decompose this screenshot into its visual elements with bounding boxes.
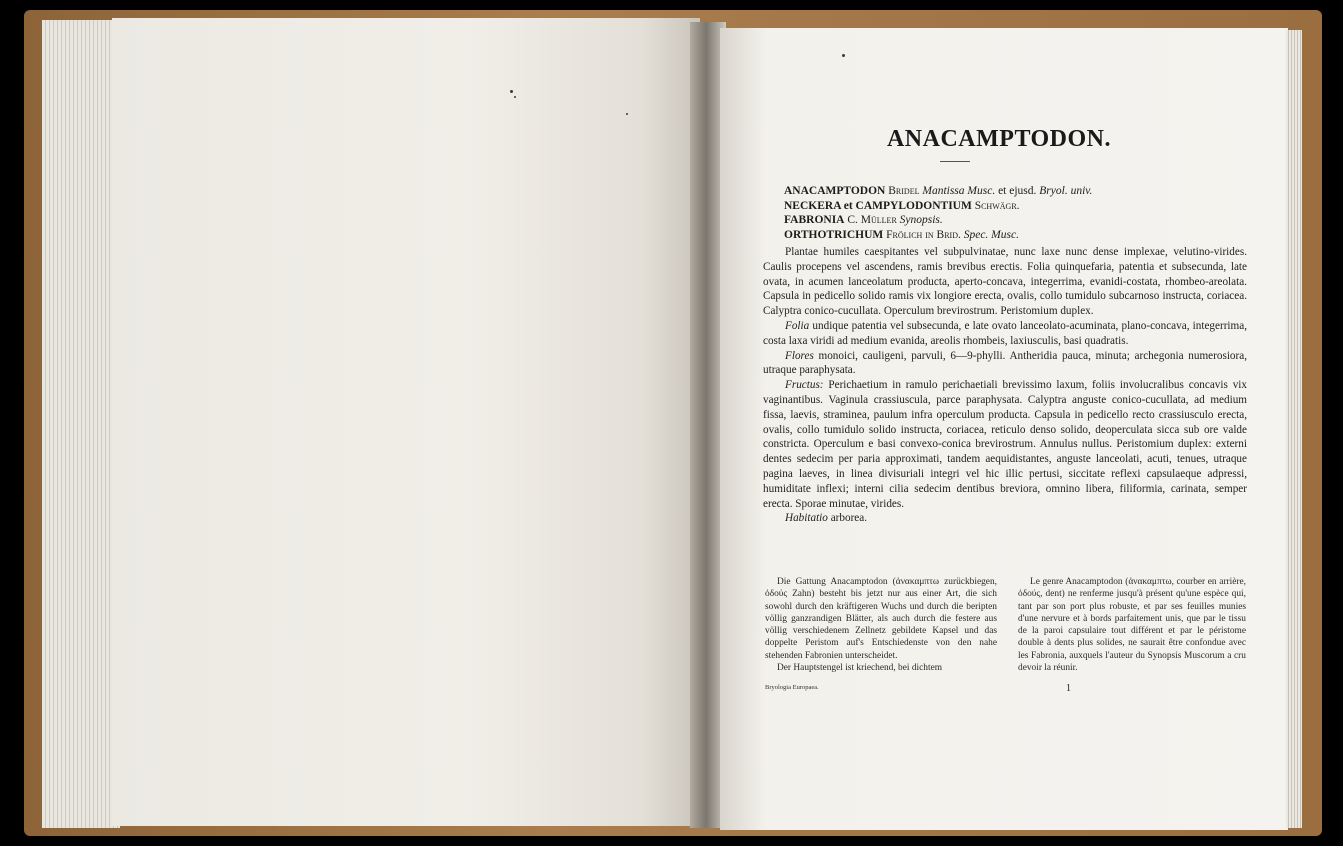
german-paragraph: Der Hauptstengel ist kriechend, bei dichtem (777, 663, 943, 674)
left-page (112, 18, 700, 826)
paper-speck (626, 113, 628, 115)
description-habitatio: Habitatio arborea. (785, 512, 868, 525)
german-paragraph: Die Gattung Anacamptodon (ἀνακαμπτω zurückbiegen, ὀδούς Zahn) besteht bis jetzt nur aus einer Art, die sich sowohl durch den kräftigeren Wuchs und durch die beripten völlig ganzrandigen Blätter, als auch durch die festere aus völlig verschiedenem Zellnetz gebildete Kapsel und das doppelte Peristom auf's Entschiedenste von den nahe stehenden Fabronien unterscheidet. (765, 577, 997, 661)
french-paragraph: Le genre Anacamptodon (ἀνακαμπτω, courber en arrière, ὀδούς, dent) ne renferme jusqu'à présent qu'une espèce qui, tant par son port plus robuste, et par ses feuilles munies d'une nervure et à bords parfaitement unis, que par le tissu de la paroi capsulaire tout différent et par le péristome double à dents plus solides, ne saurait être confondue avec les Fabronia, auxquels l'auteur du Synopsis Muscorum a cru devoir la réunir. (1018, 577, 1246, 674)
description-flores: Flores monoici, cauligeni, parvuli, 6—9-phylli. Antheridia pauca, minuta; archegonia numerosiora, utraque paraphysata. (763, 349, 1248, 377)
latin-description (763, 245, 1247, 526)
synonym-list (784, 184, 1204, 242)
right-page-stack (1286, 30, 1302, 828)
synonym-line: ANACAMPTODON Bridel Mantissa Musc. et ejusd. Bryol. univ. (784, 185, 1093, 197)
title-divider (940, 161, 970, 162)
signature-mark: Bryologia Europaea. (765, 684, 819, 691)
description-fructus: Fructus: Perichaetium in ramulo perichaetiali brevissimo laxum, foliis involucralibus concavis vix vaginantibus. Vaginula crassiuscula, parce paraphysata. Calyptra anguste conico-cucullata, ad medium fissa, laevis, straminea, paulum infra operculum producta. Capsula in pedicello recto crassiusculo erecta, ovalis, collo tumidulo solido instructa, coriacea, reticulo denso solido, deoperculata sicca sub ore valde constricta. Operculum e basi convexo-conica brevirostrum. Annulus nullus. Peristomium duplex: externi dentes sedecim per paria approximati, tandem aequidistantes, anguste lanceolati, acuti, tenues, utraque pagina laeves, in linea divisuriali integri vel hic illic pertusi, siccitate reflexi capsulaeque adpressi, humiditate inflexi; interni cilia sedecim dentibus breviora, omnino libera, filiformia, carinata, semper erecta. Sporae minutae, virides. (763, 379, 1248, 510)
synonym-line: NECKERA et CAMPYLODONTIUM Schwägr. (784, 199, 1020, 212)
synonym-line: FABRONIA C. Müller Synopsis. (784, 214, 943, 226)
page-title: ANACAMPTODON. (886, 126, 1112, 152)
french-column (1018, 576, 1246, 674)
description-folia: Folia undique patentia vel subsecunda, e late ovato lanceolato-acuminata, plano-concava, integerrima, costa laxa viridi ad medium evanida, areolis rhombeis, laxiusculis, basi quadratis. (763, 319, 1248, 347)
paper-speck (514, 96, 516, 98)
left-page-stack (42, 20, 120, 828)
german-column (765, 576, 997, 674)
synonym-line: ORTHOTRICHUM Frölich in Brid. Spec. Musc. (784, 228, 1019, 241)
paper-speck (842, 54, 845, 57)
description-intro: Plantae humiles caespitantes vel subpulvinatae, nunc laxe nunc dense implexae, velutino-virides. Caulis procepens vel ascendens, ramis brevibus erectis. Folia quinquefaria, patentia et subsecunda, late ovata, in acumen lanceolatum producta, aperto-concava, integerrima, evanidi-costata, rhombeo-areolata. Capsula in pedicello solido ramis vix longiore erecta, ovalis, collo tumidulo subcarnoso instructa, coriacea. Calyptra conico-cucullata. Operculum brevirostrum. Peristomium duplex. (763, 246, 1247, 318)
page-number: 1 (1066, 683, 1071, 694)
paper-speck (510, 90, 513, 93)
